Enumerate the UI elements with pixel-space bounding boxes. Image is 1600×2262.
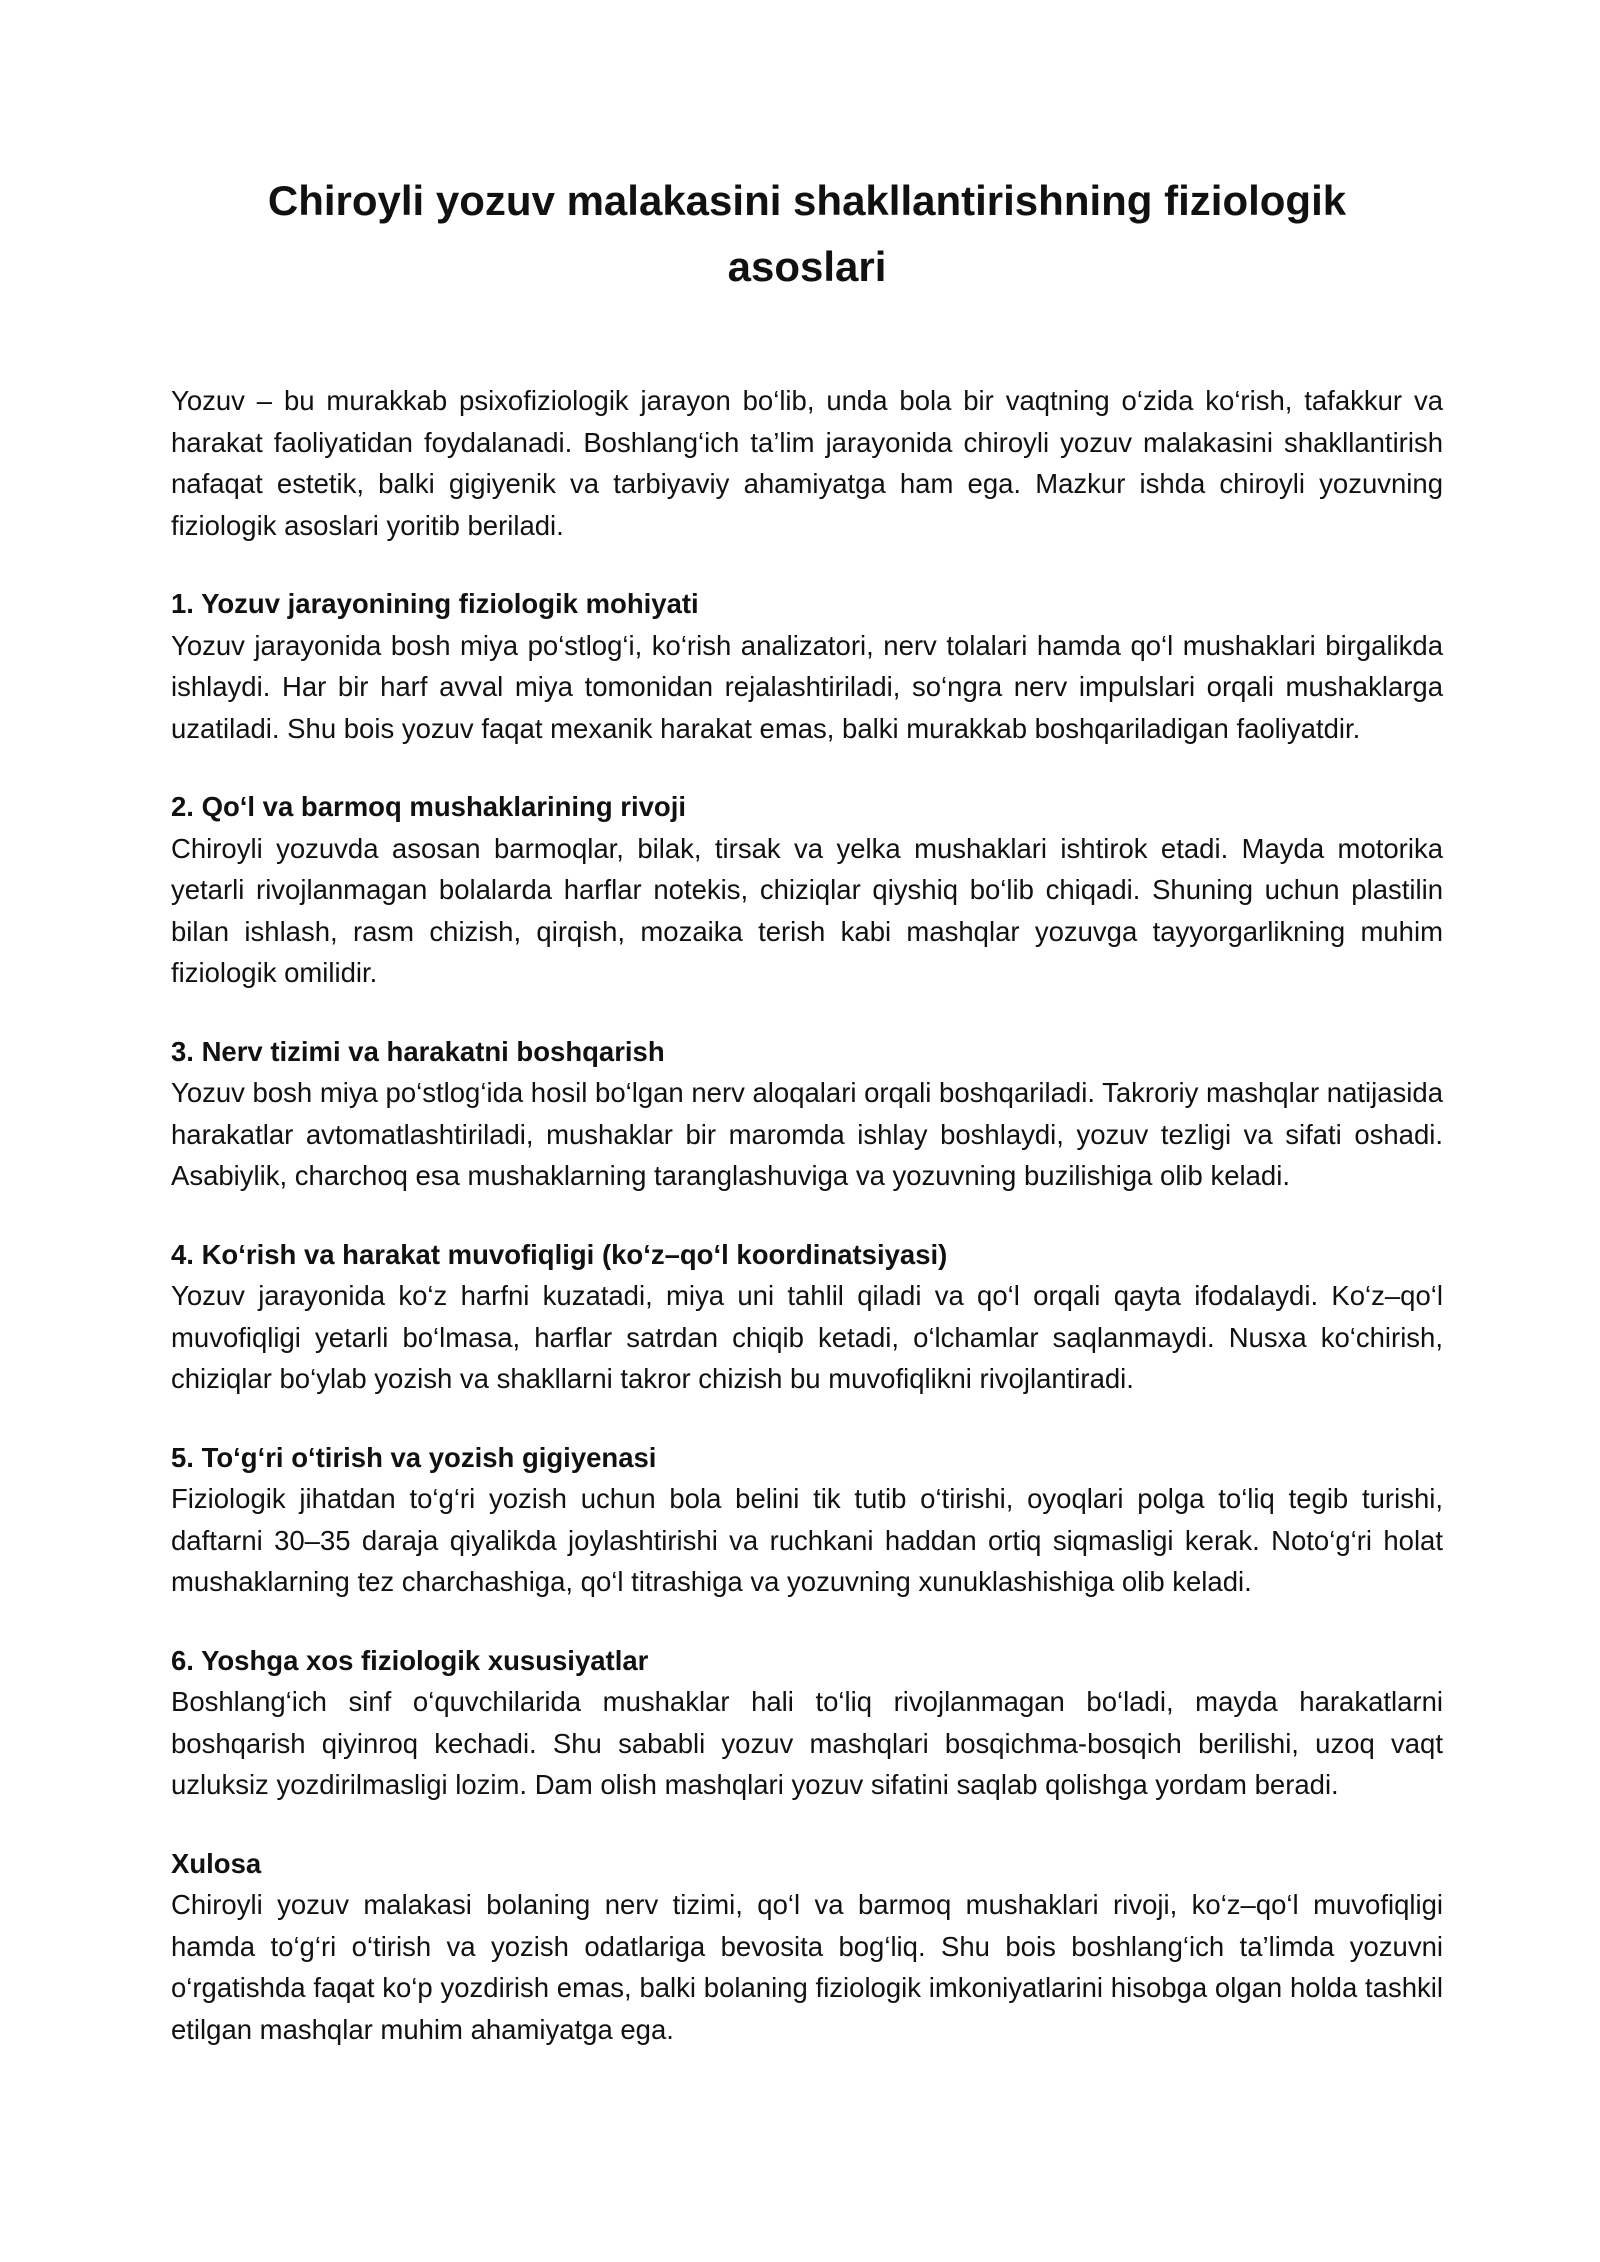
section-heading: 1. Yozuv jarayonining fiziologik mohiyati [171,588,699,619]
section-conclusion [171,1843,1443,2051]
intro-paragraph: Yozuv – bu murakkab psixofiziologik jarayon bo‘lib, unda bola bir vaqtning o‘zida ko‘rish, tafakkur va harakat faoliyatidan foydalanadi. Boshlang‘ich ta’lim jarayonida chiroyli yozuv malakasini shakllantirish nafaqat estetik, balki gigiyenik va tarbiyaviy ahamiyatga ham ega. Mazkur ishda chiroyli yozuvning fiziologik asoslari yoritib beriladi. [171,385,1443,541]
section-heading: 6. Yoshga xos fiziologik xususiyatlar [171,1644,649,1676]
document-title: Chiroyli yozuv malakasini shakllantirishning fiziologik asoslari [267,177,1347,290]
section-paragraph: Yozuv jarayonida bosh miya po‘stlog‘i, ko‘rish analizatori, nerv tolalari hamda qo‘l mushaklari birgalikda ishlaydi. Har bir harf avval miya tomonidan rejalashtiriladi, so‘ngra nerv impulslari orqali mushaklarga uzatiladi. Shu bois yozuv faqat mexanik harakat emas, balki murakkab boshqariladigan faoliyatdir. [171,629,1443,744]
section-physiological-essence [171,583,1443,749]
section-paragraph: Yozuv bosh miya po‘stlog‘ida hosil bo‘lgan nerv aloqalari orqali boshqariladi. Takroriy mashqlar natijasida harakatlar avtomatlashtiriladi, mushaklar bir maromda ishlay boshlaydi, yozuv tezligi va sifati oshadi. Asabiylik, charchoq esa mushaklarning taranglashuviga va yozuvning buzilishiga olib keladi. [171,1077,1443,1191]
section-age-features [171,1640,1443,1806]
document-page [171,168,1443,2050]
section-nervous-system [171,1031,1443,1197]
section-heading: 5. To‘g‘ri o‘tirish va yozish gigiyenasi [171,1441,657,1473]
section-paragraph: Boshlang‘ich sinf o‘quvchilarida mushaklar hali to‘liq rivojlanmagan bo‘ladi, mayda harakatlarni boshqarish qiyinroq kechadi. Shu sababli yozuv mashqlari bosqichma-bosqich berilishi, uzoq vaqt uzluksiz yozdirilmasligi lozim. Dam olish mashqlari yozuv sifatini saqlab qolishga yordam beradi. [171,1686,1443,1800]
section-heading: 2. Qo‘l va barmoq mushaklarining rivoji [171,791,686,822]
section-hand-finger-muscles [171,786,1443,994]
section-eye-hand-coordination [171,1234,1443,1400]
section-heading: 4. Ko‘rish va harakat muvofiqligi (ko‘z–qo‘l koordinatsiyasi) [171,1238,948,1270]
section-heading: Xulosa [171,1847,262,1879]
section-paragraph: Fiziologik jihatdan to‘g‘ri yozish uchun bola belini tik tutib o‘tirishi, oyoqlari polga to‘liq tegib turishi, daftarni 30–35 daraja qiyalikda joylashtirishi va ruchkani haddan ortiq siqmasligi kerak. Noto‘g‘ri holat mushaklarning tez charchashiga, qo‘l titrashiga va yozuvning xunuklashishiga olib keladi. [171,1483,1443,1597]
section-paragraph: Yozuv jarayonida ko‘z harfni kuzatadi, miya uni tahlil qiladi va qo‘l orqali qayta ifodalaydi. Ko‘z–qo‘l muvofiqligi yetarli bo‘lmasa, harflar satrdan chiqib ketadi, o‘lchamlar saqlanmaydi. Nusxa ko‘chirish, chiziqlar bo‘ylab yozish va shakllarni takror chizish bu muvofiqlikni rivojlantiradi. [171,1280,1443,1394]
section-paragraph: Chiroyli yozuvda asosan barmoqlar, bilak, tirsak va yelka mushaklari ishtirok etadi. Mayda motorika yetarli rivojlanmagan bolalarda harflar notekis, chiziqlar qiyshiq bo‘lib chiqadi. Shuning uchun plastilin bilan ishlash, rasm chizish, qirqish, mozaika terish kabi mashqlar yozuvga tayyorgarlikning muhim fiziologik omilidir. [171,832,1443,988]
intro-paragraph-block [171,380,1443,546]
section-paragraph: Chiroyli yozuv malakasi bolaning nerv tizimi, qo‘l va barmoq mushaklari rivoji, ko‘z–qo‘l muvofiqligi hamda to‘g‘ri o‘tirish va yozish odatlariga bevosita bog‘liq. Shu bois boshlang‘ich ta’limda yozuvni o‘rgatishda faqat ko‘p yozdirish emas, balki bolaning fiziologik imkoniyatlarini hisobga olgan holda tashkil etilgan mashqlar muhim ahamiyatga ega. [171,1889,1443,2045]
section-heading: 3. Nerv tizimi va harakatni boshqarish [171,1035,665,1067]
section-posture-hygiene [171,1437,1443,1603]
